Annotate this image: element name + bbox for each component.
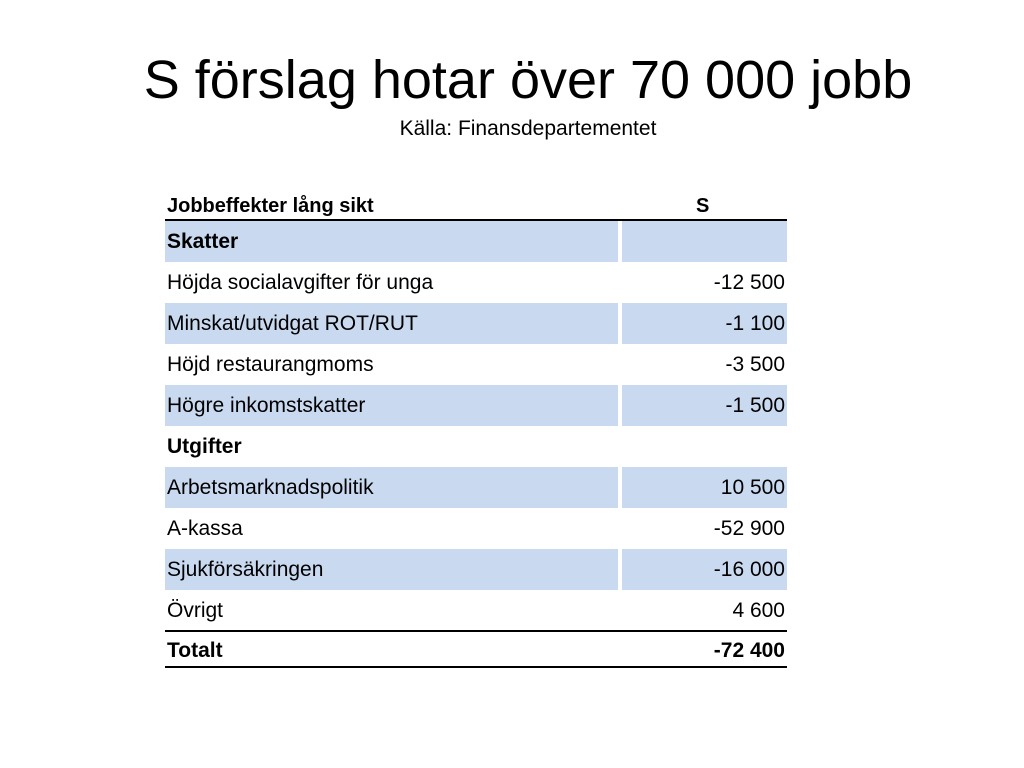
row-label: Höjd restaurangmoms: [167, 353, 374, 376]
row-value: [622, 426, 787, 467]
row-value: -12 500: [713, 271, 785, 294]
table-row: [165, 303, 787, 344]
row-label: Högre inkomstskatter: [165, 385, 618, 426]
table-row: [165, 549, 787, 590]
row-value: 10 500: [622, 467, 787, 508]
row-label: A-kassa: [167, 517, 243, 540]
table-row-section: [165, 221, 787, 262]
header-label: Jobbeffekter lång sikt: [167, 195, 374, 217]
row-value: -1 500: [622, 385, 787, 426]
row-label: Arbetsmarknadspolitik: [165, 467, 618, 508]
table-body: [165, 221, 787, 668]
header-value: S: [696, 195, 710, 217]
table-row: [165, 385, 787, 426]
table-header: [165, 194, 787, 221]
row-value: [622, 221, 787, 262]
row-label: Sjukförsäkringen: [165, 549, 618, 590]
row-label: Minskat/utvidgat ROT/RUT: [165, 303, 618, 344]
row-value: -1 100: [622, 303, 787, 344]
row-value: -3 500: [725, 353, 785, 376]
slide-title: S förslag hotar över 70 000 jobb: [143, 50, 913, 110]
row-label: Höjda socialavgifter för unga: [167, 271, 434, 294]
table-row: [165, 508, 787, 549]
slide-subtitle: Källa: Finansdepartementet: [399, 117, 657, 140]
row-value: 4 600: [732, 599, 785, 622]
table-row-section: [165, 426, 787, 467]
table-row: [165, 590, 787, 630]
row-label: Utgifter: [167, 435, 242, 458]
total-value: -72 400: [713, 639, 785, 662]
row-label: Skatter: [165, 221, 618, 262]
table-row: [165, 344, 787, 385]
job-effects-table: [165, 194, 787, 668]
table-row: [165, 467, 787, 508]
table-row-total: [165, 630, 787, 668]
row-value: -52 900: [713, 517, 785, 540]
row-value: -16 000: [622, 549, 787, 590]
row-label: Övrigt: [167, 599, 224, 622]
table-row: [165, 262, 787, 303]
total-label: Totalt: [167, 639, 223, 662]
